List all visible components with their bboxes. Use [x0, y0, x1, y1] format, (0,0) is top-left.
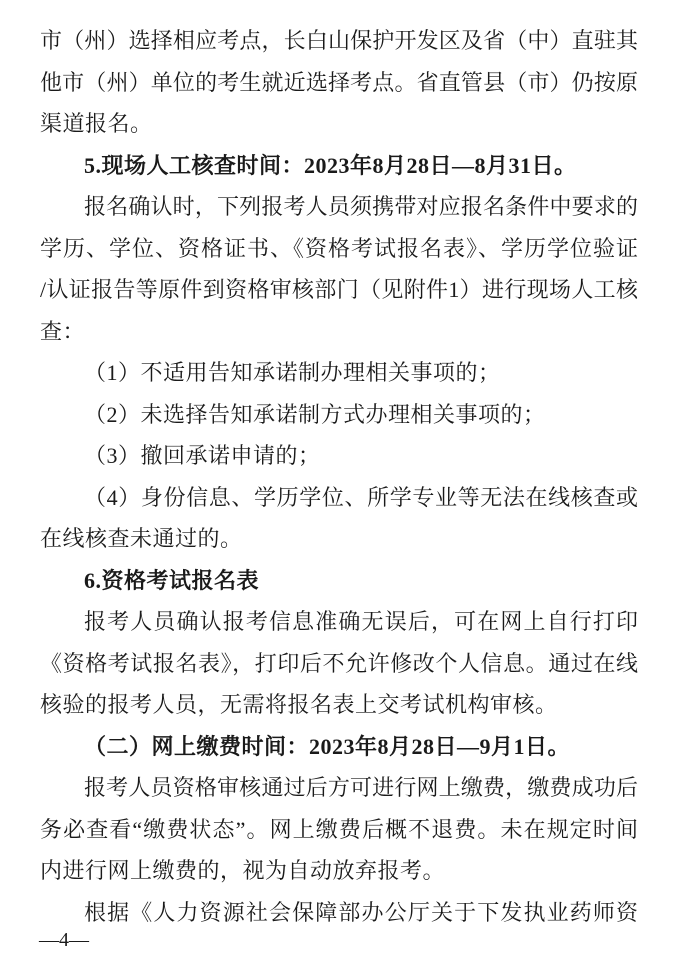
list-item: （2）未选择告知承诺制方式办理相关事项的； [84, 401, 546, 427]
list-item-continuation: 在线核查未通过的。 [40, 526, 243, 551]
text-line: 根据《人力资源社会保障部办公厅关于下发执业药师资 [84, 899, 638, 925]
section-heading-registration-form: 6.资格考试报名表 [84, 567, 260, 593]
text-line: 报考人员资格审核通过后方可进行网上缴费，缴费成功后 [84, 775, 638, 800]
list-item: （1）不适用告知承诺制办理相关事项的； [84, 360, 501, 385]
list-item: （3）撤回承诺申请的； [84, 443, 321, 468]
section-heading-online-payment-time: （二）网上缴费时间：2023年8月28日—9月1日。 [84, 733, 571, 759]
text-line: 渠道报名。 [40, 111, 153, 136]
page-number: —4— [39, 929, 89, 951]
list-item: （4）身份信息、学历学位、所学专业等无法在线核查或 [84, 484, 638, 510]
text-line: 报名确认时，下列报考人员须携带对应报名条件中要求的 [84, 194, 638, 219]
text-line: 《资格考试报名表》，打印后不允许修改个人信息。通过在线 [40, 650, 638, 676]
document-body [40, 20, 638, 933]
text-line: 他市（州）单位的考生就近选择考点。省直管县（市）仍按原 [40, 69, 638, 95]
text-line: 市（州）选择相应考点，长白山保护开发区及省（中）直驻其 [40, 28, 638, 53]
text-line: 核验的报考人员，无需将报名表上交考试机构审核。 [40, 692, 558, 717]
text-line: /认证报告等原件到资格审核部门（见附件1）进行现场人工核 [40, 277, 638, 302]
text-line: 报考人员确认报考信息准确无误后，可在网上自行打印 [84, 609, 638, 634]
section-heading-onsite-check-time: 5.现场人工核查时间：2023年8月28日—8月31日。 [84, 152, 577, 178]
text-line: 内进行网上缴费的，视为自动放弃报考。 [40, 858, 446, 883]
text-line: 学历、学位、资格证书、《资格考试报名表》、学历学位验证 [40, 235, 638, 261]
text-line: 查： [40, 318, 86, 344]
text-line: 务必查看“缴费状态”。网上缴费后概不退费。未在规定时间 [40, 816, 638, 842]
